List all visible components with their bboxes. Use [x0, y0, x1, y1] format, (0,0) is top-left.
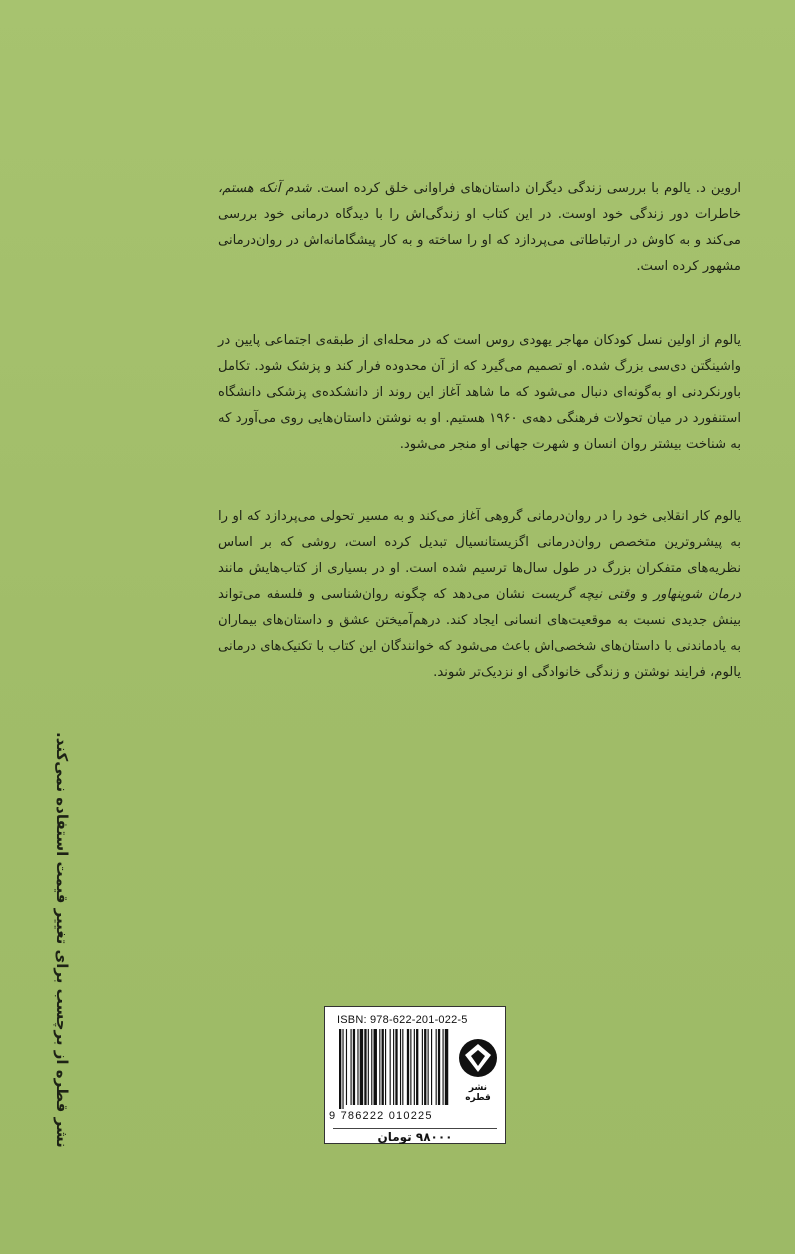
p1-text-a: اروین د. یالوم با بررسی زندگی دیگران داستان‌های فراوانی خلق کرده است. [316, 181, 741, 196]
blurb-paragraph-3 [218, 504, 741, 686]
barcode-icon [337, 1029, 449, 1111]
book-title-schopenhauer: درمان شوپنهاور [653, 587, 741, 602]
p3-text-b: نشان می‌دهد که چگونه روان‌شناسی و فلسفه می‌تواند بینش جدیدی نسبت به موقعیت‌های انسانی ایجاد کند. درهم‌آمیختن عشق و داستان‌های بیماران به یادماندنی با داستان‌های شخصی‌اش باعث می‌شود که خوانندگان این کتاب با تکنیک‌های درمانی یالوم، فرایند نوشتن و زندگی خانوادگی او نزدیک‌تر شوند. [218, 587, 741, 680]
blurb-paragraph-2: یالوم از اولین نسل کودکان مهاجر یهودی روس است که در محله‌ای از طبقه‌ی اجتماعی پایین در واشینگتن دی‌سی بزرگ شده. او تصمیم می‌گیرد که از آن محدوده فرار کند و پزشک شود. تکامل باورنکردنی او به‌گونه‌ای دنبال می‌شود که ما شاهد آغاز این روند از دانشکده‌ی پزشکی دانشگاه استنفورد در میان تحولات فرهنگی دهه‌ی ۱۹۶۰ هستیم. او به نوشتن داستان‌هایی روی می‌آورد که به شناخت بیشتر روان انسان و شهرت جهانی او منجر می‌شود. [218, 333, 741, 452]
book-title-nietzsche: وقتی نیچه گریست [530, 587, 636, 602]
publisher-logo-icon [457, 1035, 499, 1081]
p3-and: و [635, 587, 654, 602]
p3-text-a: یالوم کار انقلابی خود را در روان‌درمانی گروهی آغاز می‌کند و به مسیر تحولی می‌پردازد که او را به پیشروترین متخصص روان‌درمانی اگزیستانسیال تبدیل کرده است، روشی که بر اساس نظریه‌های متفکران بزرگ در طول سال‌ها ترسیم شده است. او در بسیاری از کتاب‌هایش مانند [218, 509, 741, 576]
isbn-number: ISBN: 978-622-201-022-5 [337, 1014, 468, 1026]
blurb-paragraph-1 [218, 176, 741, 280]
barcode-digits: 9 786222 010225 [329, 1110, 433, 1122]
publisher-logo-label: نشر قطره [465, 1083, 491, 1103]
price-label-notice: نشر قطره از برچسب برای تغییر قیمت استفاده نمی‌کند. [53, 732, 71, 1148]
p1-text-b: خاطرات دور زندگی خود اوست. در این کتاب او زندگی‌اش را با دیدگاه درمانی خود بررسی می‌کند و به کاوش در ارتباطاتی می‌پردازد که او را ساخته و به کار پیشگامانه‌اش در روان‌درمانی مشهور کرده است. [218, 207, 741, 274]
price-tag: ۹۸۰۰۰ تومان [333, 1128, 497, 1143]
book-title-inline: شدم آنکه هستم، [218, 181, 312, 196]
publisher-logo [457, 1035, 499, 1101]
barcode-sticker [324, 1006, 506, 1144]
